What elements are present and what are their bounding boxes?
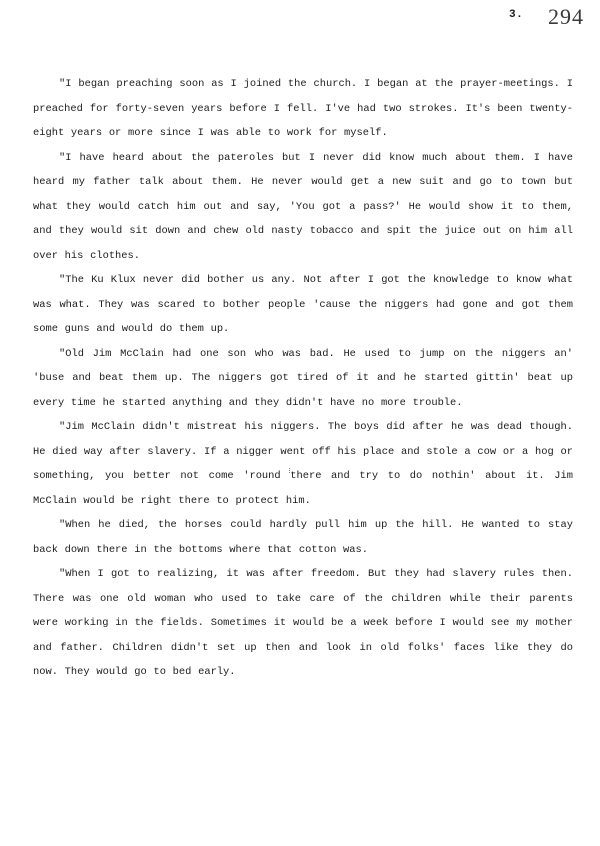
stamped-page-number: 294	[548, 4, 584, 29]
document-body	[33, 72, 573, 685]
paragraph-pateroles: "I have heard about the pateroles but I never did know much about them. I have heard my father talk about them. He never would get a new suit and go to town but what they would catch him out and say, 'You got a pass?' He would show it to them, and they would sit down and chew old nasty tobacco and spit the juice out on him all over his clothes.	[33, 151, 573, 262]
typed-page-number: 3.	[509, 9, 524, 21]
paragraph-ku-klux: "The Ku Klux never did bother us any. Not after I got the knowledge to know what was what. They was scared to bother people 'cause the niggers had gone and got them some guns and would do them up.	[33, 274, 573, 335]
paragraph-freedom: "When I got to realizing, it was after freedom. But they had slavery rules then. There was one old woman who used to take care of the children while their parents were working in the fields. Sometimes it would be a week before I would see my mother and father. Children didn't set up then and look in old folks' faces like they do now. They would go to bed early.	[33, 568, 573, 678]
paragraph-mcclain-protect: "Jim McClain didn't mistreat his niggers. The boys did after he was dead though. He died way after slavery. If a nigger went off his place and stole a cow or a hog or something, you better not come 'round there and try to do nothin' about it. Jim McClain would be right there to protect him.	[33, 421, 573, 507]
scan-speck	[289, 468, 292, 473]
paragraph-funeral: "When he died, the horses could hardly pull him up the hill. He wanted to stay back down there in the bottoms where that cotton was.	[33, 519, 573, 556]
paragraph-preaching: "I began preaching soon as I joined the church. I began at the prayer-meetings. I preached for forty-seven years before I fell. I've had two strokes. It's been twenty-eight years or more since I was able to work for myself.	[33, 78, 573, 139]
paragraph-mcclain-son: "Old Jim McClain had one son who was bad. He used to jump on the niggers an' 'buse and beat them up. The niggers got tired of it and he started gittin' beat up every time he started anything and they didn't have no more trouble.	[33, 347, 573, 409]
